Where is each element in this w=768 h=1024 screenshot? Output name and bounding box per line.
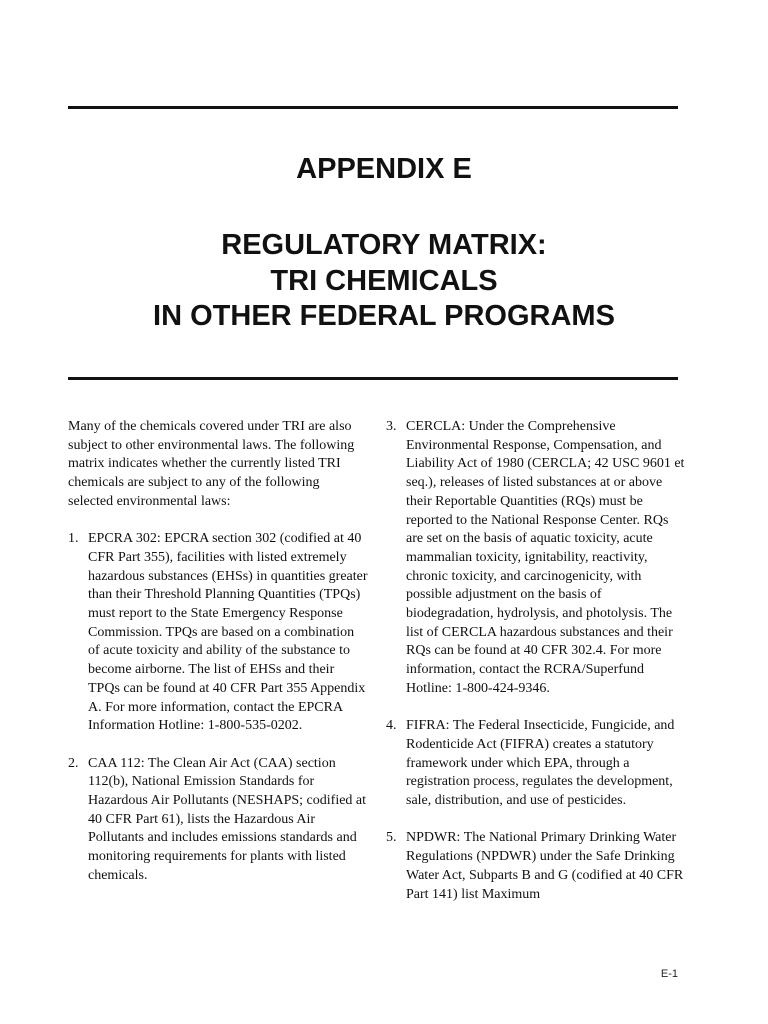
list-number: 5. xyxy=(386,830,397,846)
list-number: 2. xyxy=(68,755,79,771)
list-item-text: EPCRA 302: EPCRA section 302 (codified at 40 CFR Part 355), facilities with listed extremely hazardous substances (EHSs) in quantities greater than their Threshold Planning Quantities (TPQs) must report to the State Emergency Response Commission. TPQs are based on a combination of acute toxicity and ability of the substance to become airborne. The list of EHSs and their TPQs can be found at 40 CFR Part 355 Appendix A. For more information, contact the EPCRA Information Hotline: 1-800-535-0202. xyxy=(88,531,368,734)
list-item-fifra xyxy=(386,717,686,811)
intro-paragraph: Many of the chemicals covered under TRI are also subject to other environmental laws. The following matrix indicates whether the currently listed TRI chemicals are subject to any of the following selected environmental laws: xyxy=(68,419,355,509)
title-line-3: IN OTHER FEDERAL PROGRAMS xyxy=(153,300,615,332)
page-title xyxy=(0,228,768,335)
title-line-2: TRI CHEMICALS xyxy=(270,264,498,297)
left-column xyxy=(68,418,368,904)
list-number: 1. xyxy=(68,531,79,547)
appendix-heading: APPENDIX E xyxy=(296,153,472,185)
list-number: 4. xyxy=(386,718,397,734)
title-line-1: REGULATORY MATRIX: xyxy=(221,229,547,261)
list-number: 3. xyxy=(386,419,397,434)
list-item-text: NPDWR: The National Primary Drinking Water Regulations (NPDWR) under the Safe Drinking Water Act, Subparts B and G (codified at 40 CFR Part 141) list Maximum xyxy=(406,830,684,902)
right-column xyxy=(386,418,686,923)
list-item-epcra xyxy=(68,530,368,736)
list-item-caa xyxy=(68,755,368,886)
list-item-npdwr xyxy=(386,829,686,904)
list-item-cercla xyxy=(386,418,686,699)
bottom-rule xyxy=(68,377,678,380)
top-rule xyxy=(68,106,678,109)
list-item-text: CERCLA: Under the Comprehensive Environmental Response, Compensation, and Liability Act of 1980 (CERCLA; 42 USC 9601 et seq.), releases of listed substances at or above their Reportable Quantities (RQs) must be reported to the National Response Center. RQs are set on the basis of aquatic toxicity, acute mammalian toxicity, ignitability, reactivity, chronic toxicity, and carcinogenicity, with possible adjustment on the basis of biodegradation, hydrolysis, and photolysis. The list of CERCLA hazardous substances and their RQs can be found at 40 CFR 302.4. For more information, contact the RCRA/Superfund Hotline: 1-800-424-9346. xyxy=(406,419,685,696)
page-number: E-1 xyxy=(660,968,678,980)
list-item-text: CAA 112: The Clean Air Act (CAA) section 112(b), National Emission Standards for Hazardous Air Pollutants (NESHAPS; codified at 40 CFR Part 61), lists the Hazardous Air Pollutants and includes emissions standards and monitoring requirements for plants with listed chemicals. xyxy=(88,755,367,883)
list-item-text: FIFRA: The Federal Insecticide, Fungicide, and Rodenticide Act (FIFRA) creates a statutory framework under which EPA, through a registration process, regulates the development, sale, distribution, and use of pesticides. xyxy=(406,718,675,809)
